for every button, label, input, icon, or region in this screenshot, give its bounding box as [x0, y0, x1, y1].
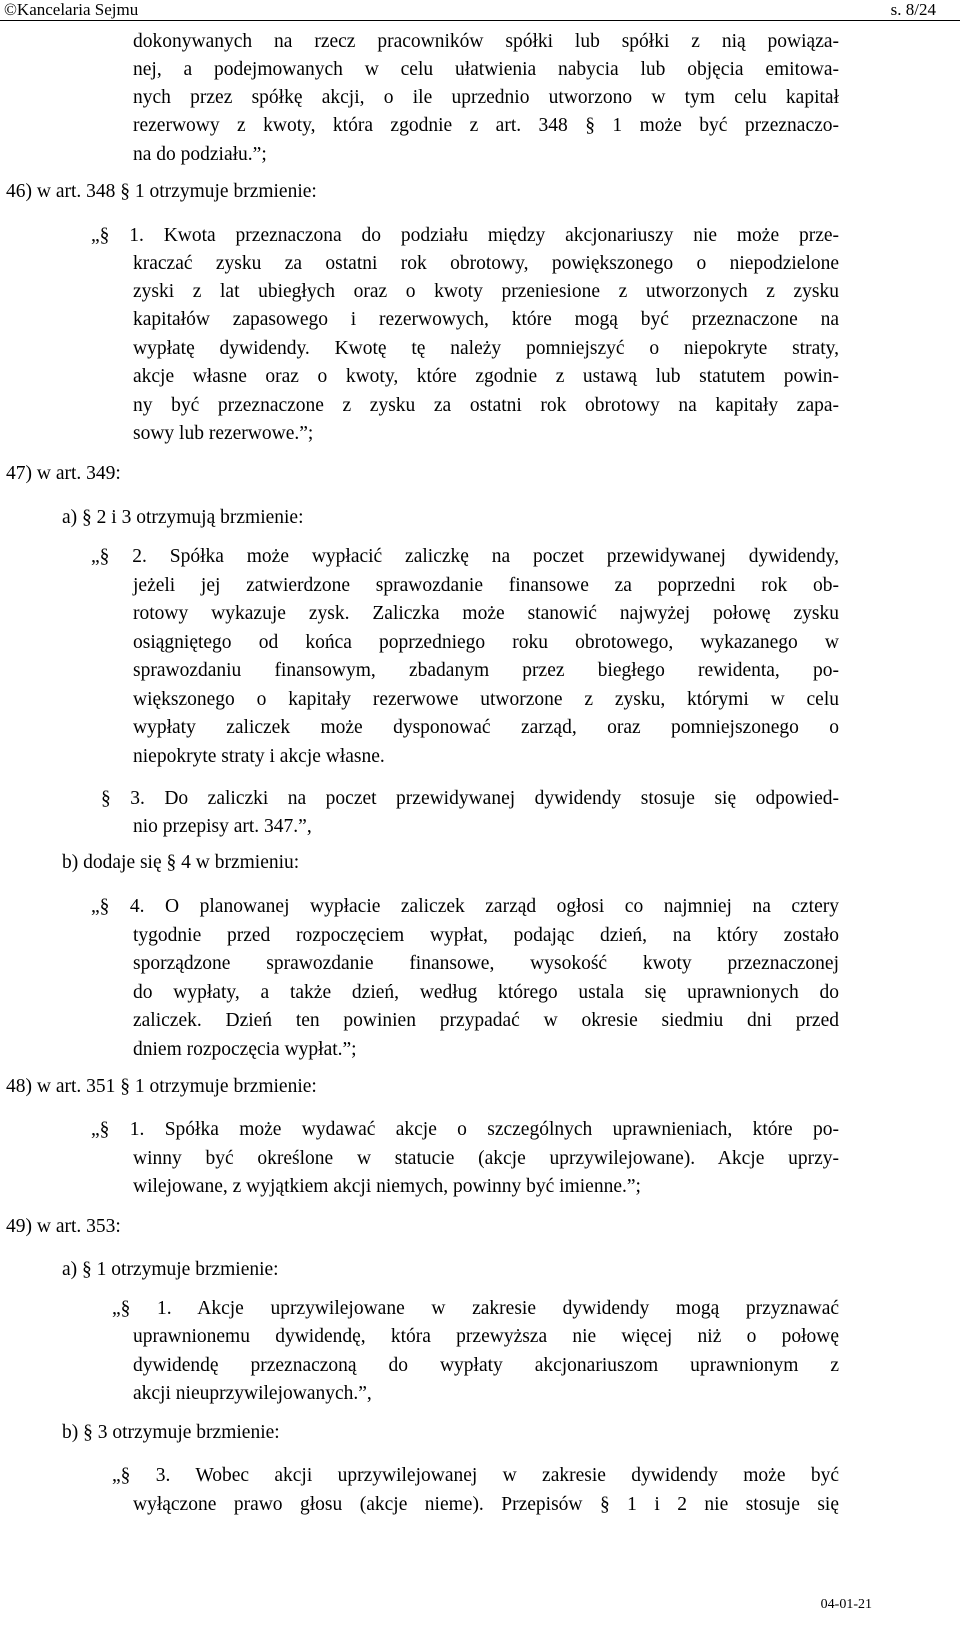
text-line: akcje własne oraz o kwoty, które zgodnie z ustawą lub statutem powin-	[133, 366, 839, 387]
amendment-point: 47) w art. 349:	[6, 463, 121, 484]
amendment-point: 49) w art. 353:	[6, 1216, 121, 1237]
text-line: „§ 3. Wobec akcji uprzywilejowanej w zakresie dywidendy może być	[112, 1465, 839, 1486]
text-line: dokonywanych na rzecz pracowników spółki lub spółki z nią powiąza-	[133, 31, 839, 52]
text-line: dniem rozpoczęcia wypłat.”;	[133, 1039, 357, 1060]
text-line: nej, a podejmowanych w celu ułatwienia nabycia lub objęcia emitowa-	[133, 59, 839, 80]
text-line: „§ 1. Spółka może wydawać akcje o szczególnych uprawnieniach, które po-	[91, 1119, 839, 1140]
page-header	[0, 0, 960, 22]
text-line: wilejowane, z wyjątkiem akcji niemych, powinny być imienne.”;	[133, 1176, 641, 1197]
text-line: osiągniętego od końca poprzedniego roku obrotowego, wykazanego w	[133, 632, 839, 653]
text-line: ny być przeznaczone z zysku za ostatni rok obrotowy na kapitały zapa-	[133, 395, 839, 416]
text-line: „§ 4. O planowanej wypłacie zaliczek zarząd ogłosi co najmniej na cztery	[91, 896, 839, 917]
text-line: winny być określone w statucie (akcje uprzywilejowane). Akcje uprzy-	[133, 1148, 839, 1169]
text-line: rezerwowy z kwoty, która zgodnie z art. 348 § 1 może być przeznaczo-	[133, 115, 839, 136]
text-line: wypłatę dywidendy. Kwotę tę należy pomniejszyć o niepokryte straty,	[133, 338, 839, 359]
text-line: wyłączone prawo głosu (akcje nieme). Przepisów § 1 i 2 nie stosuje się	[133, 1494, 839, 1515]
page-number: s. 8/24	[890, 0, 936, 19]
text-line: rotowy wykazuje zysk. Zaliczka może stanowić najwyżej połowę zysku	[133, 603, 839, 624]
sub-point: a) § 2 i 3 otrzymują brzmienie:	[62, 507, 304, 528]
text-line: „§ 1. Akcje uprzywilejowane w zakresie dywidendy mogą przyznawać	[112, 1298, 839, 1319]
text-line: sprawozdaniu finansowym, zbadanym przez biegłego rewidenta, po-	[133, 660, 839, 681]
text-line: większonego o kapitały rezerwowe utworzone z zysku, którymi w celu	[133, 689, 839, 710]
text-line: jeżeli jej zatwierdzone sprawozdanie finansowe za poprzedni rok ob-	[133, 575, 839, 596]
text-line: tygodnie przed rozpoczęciem wypłat, podając dzień, na który zostało	[133, 925, 839, 946]
text-line: „§ 1. Kwota przeznaczona do podziału między akcjonariuszy nie może prze-	[91, 225, 839, 246]
sub-point: b) § 3 otrzymuje brzmienie:	[62, 1422, 280, 1443]
text-line: kraczać zysku za ostatni rok obrotowy, powiększonego o niepodzielone	[133, 253, 839, 274]
text-line: na do podziału.”;	[133, 144, 267, 165]
header-divider	[0, 20, 960, 21]
footer-date: 04-01-21	[820, 1597, 872, 1612]
text-line: sowy lub rezerwowe.”;	[133, 423, 314, 444]
sub-point: b) dodaje się § 4 w brzmieniu:	[62, 852, 300, 873]
text-line: § 3. Do zaliczki na poczet przewidywanej dywidendy stosuje się odpowied-	[101, 788, 839, 809]
text-line: „§ 2. Spółka może wypłacić zaliczkę na poczet przewidywanej dywidendy,	[91, 546, 839, 567]
text-line: dywidendę przeznaczoną do wypłaty akcjonariuszom uprawnionym z	[133, 1355, 839, 1376]
source-label: ©Kancelaria Sejmu	[4, 0, 139, 19]
text-line: niepokryte straty i akcje własne.	[133, 746, 385, 767]
text-line: nio przepisy art. 347.”,	[133, 816, 312, 837]
sub-point: a) § 1 otrzymuje brzmienie:	[62, 1259, 279, 1280]
text-line: wypłaty zaliczek może dysponować zarząd, oraz pomniejszonego o	[133, 717, 839, 738]
amendment-point: 48) w art. 351 § 1 otrzymuje brzmienie:	[6, 1076, 317, 1097]
text-line: zaliczek. Dzień ten powinien przypadać w okresie siedmiu dni przed	[133, 1010, 839, 1031]
text-line: sporządzone sprawozdanie finansowe, wysokość kwoty przeznaczonej	[133, 953, 839, 974]
text-line: akcji nieuprzywilejowanych.”,	[133, 1383, 372, 1404]
amendment-point: 46) w art. 348 § 1 otrzymuje brzmienie:	[6, 181, 317, 202]
text-line: zyski z lat ubiegłych oraz o kwoty przeniesione z utworzonych z zysku	[133, 281, 839, 302]
text-line: kapitałów zapasowego i rezerwowych, które mogą być przeznaczone na	[133, 309, 839, 330]
text-line: uprawnionemu dywidendę, która przewyższa nie więcej niż o połowę	[133, 1326, 839, 1347]
text-line: do wypłaty, a także dzień, według którego ustala się uprawnionych do	[133, 982, 839, 1003]
text-line: nych przez spółkę akcji, o ile uprzednio utworzono w tym celu kapitał	[133, 87, 839, 108]
